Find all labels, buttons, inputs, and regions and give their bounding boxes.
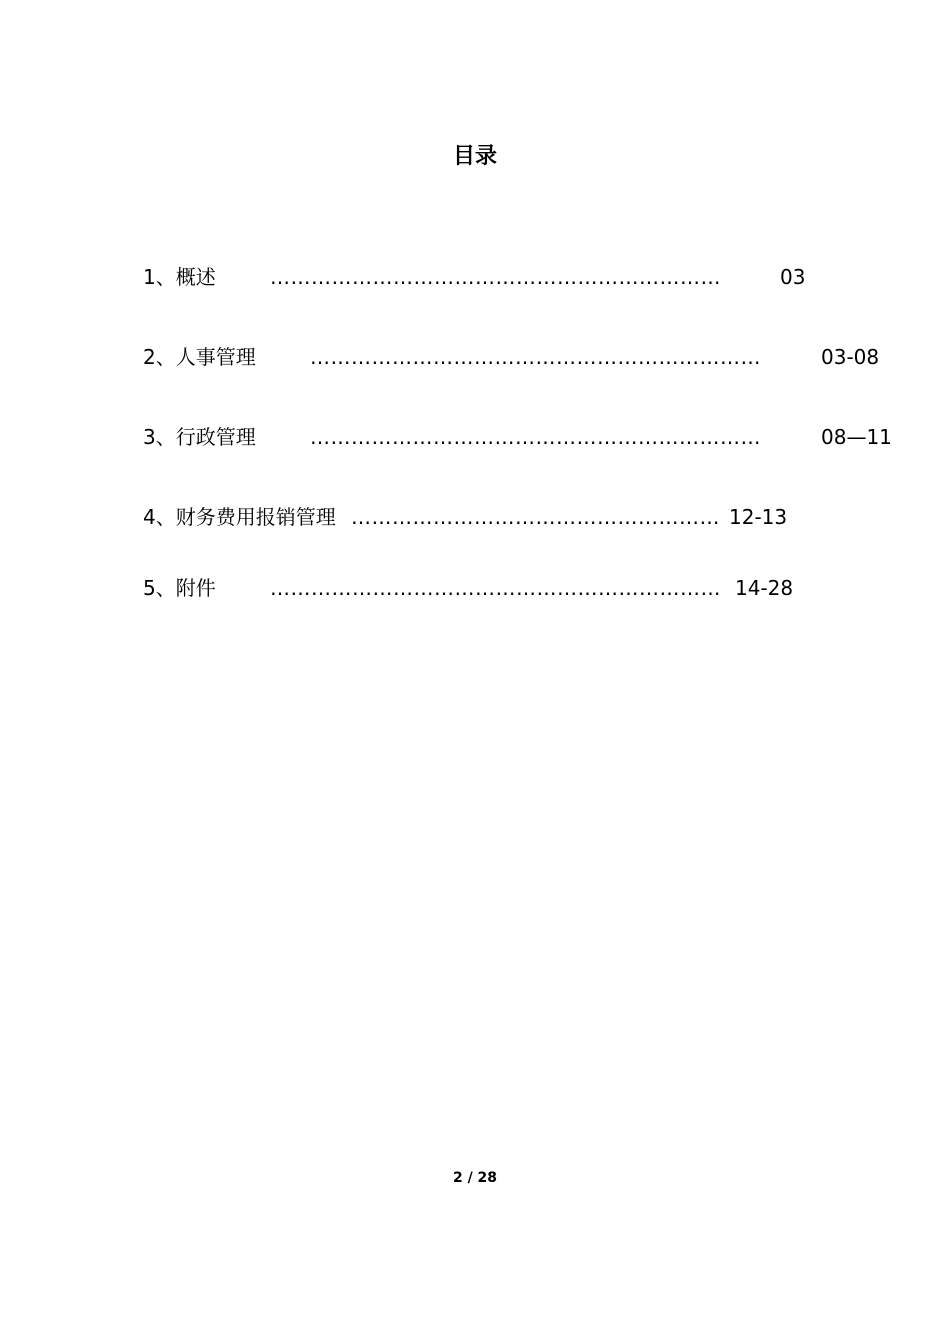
toc-entry-label: 5、附件 xyxy=(143,576,216,600)
toc-entry-leader: ………………………………………………………… xyxy=(310,425,761,449)
toc-entry-label: 2、人事管理 xyxy=(143,345,256,369)
toc-entry-page: 08—11 xyxy=(821,425,892,449)
toc-entry-label: 1、概述 xyxy=(143,265,216,289)
toc-entry-leader: ………………………………………………………… xyxy=(270,576,721,600)
toc-entry-label: 3、行政管理 xyxy=(143,425,256,449)
toc-entry-leader: ………………………………………………………… xyxy=(310,345,761,369)
toc-entry-page: 14-28 xyxy=(735,576,794,600)
page-number: 2 / 28 xyxy=(452,1170,498,1186)
page-title: 目录 xyxy=(452,144,497,169)
toc-entry-leader: ……………………………………………… xyxy=(351,505,720,529)
toc-entry-page: 03-08 xyxy=(821,345,880,369)
toc-entry-label: 4、财务费用报销管理 xyxy=(143,505,336,529)
toc-entry-leader: ………………………………………………………… xyxy=(270,265,721,289)
toc-entry-page: 12-13 xyxy=(729,505,788,529)
toc-entry-page: 03 xyxy=(780,265,806,289)
